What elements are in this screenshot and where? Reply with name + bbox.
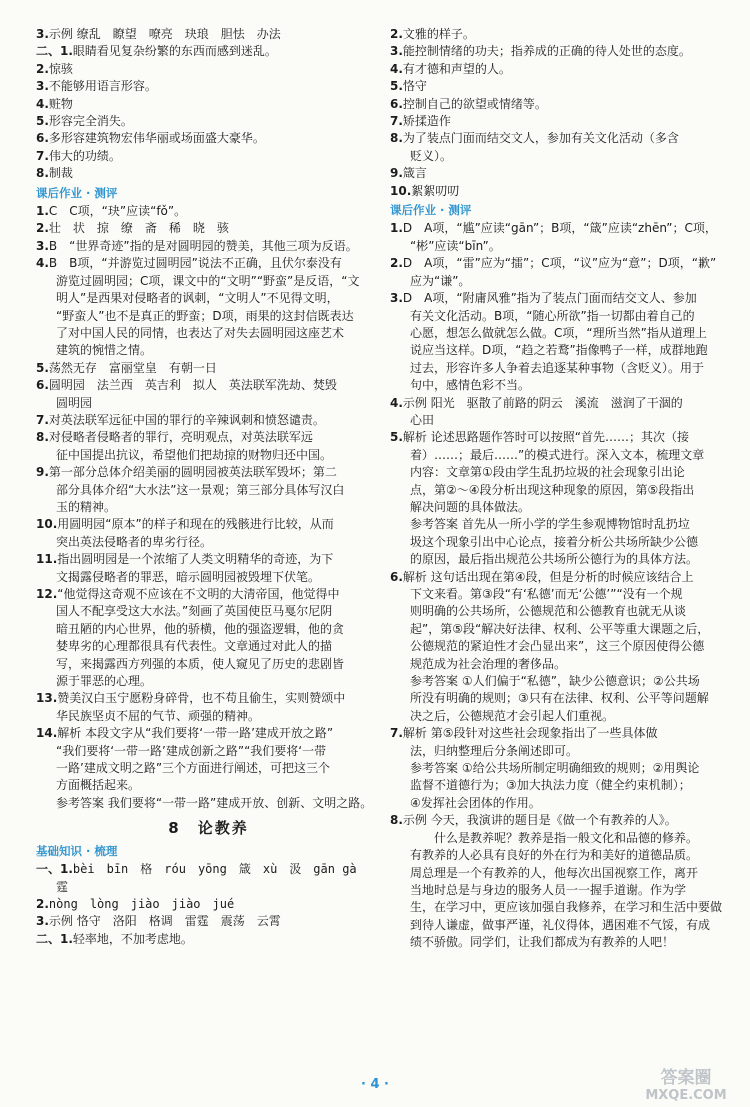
- continuation-line: 到待人谦虚，做事严谨，礼仪得体，遇困难不气馁，有成: [410, 917, 711, 932]
- answer-item: [36, 148, 381, 165]
- continuation-line: 有教养的人必具有良好的外在行为和美好的道德品质。: [410, 848, 699, 863]
- continuation-line: 一路’建成文明之路”三个方面进行阐述，可把这三个: [56, 761, 331, 776]
- item-text: 示例 阳光 驱散了前路的阴云 溪流 滋润了干涸的: [402, 395, 683, 410]
- answer-item: [390, 812, 735, 829]
- item-number: 8.: [390, 813, 403, 828]
- continuation-line: 暗丑陋的内心世界，他的骄横，他的强盗逻辑，他的贪: [56, 621, 345, 636]
- continuation-line: 句中，感情色彩不当。: [410, 378, 531, 393]
- item-number: 5.: [390, 79, 403, 94]
- answer-item: [390, 395, 735, 412]
- item-text: 矫揉造作: [402, 114, 451, 129]
- item-text: 有才德和声望的人。: [402, 61, 511, 76]
- continuation-line: 文揭露侵略者的罪恶，暗示圆明园被毁埋下伏笔。: [56, 569, 321, 584]
- item-text: 示例 缭乱 瞭望 嘹亮 玦琅 胆怯 办法: [48, 27, 281, 41]
- item-number: 3.: [390, 44, 403, 59]
- answer-item: [36, 220, 381, 237]
- item-text: 对侵略者侵略者的罪行，亮明观点，对英法联军远: [48, 430, 313, 445]
- continuation-line: “彬”应读“bīn”。: [410, 238, 501, 253]
- answer-item: [390, 61, 735, 78]
- item-text: 荡然无存 富丽堂皇 有朝一日: [48, 360, 217, 375]
- item-text: D A项，“附庸风雅”指为了装点门面而结交文人、参加: [402, 291, 697, 306]
- answer-item: [36, 130, 381, 147]
- item-text: D A项，“雷”应为“擂”；C项，“议”应为“意”；D项，“歉”: [402, 256, 717, 271]
- answer-item: [36, 43, 381, 60]
- item-text: B “世界奇迹”指的是对圆明园的赞美，其他三项为反语。: [48, 238, 358, 253]
- item-text: 为了装点门面而结交文人，参加有关文化活动（多含: [402, 131, 679, 146]
- continuation-line: 点，第②～④段分析出现这种现象的原因，第⑤段指出: [410, 482, 695, 497]
- continuation-line: 源于罪恶的心理。: [56, 674, 153, 689]
- answer-item: [36, 913, 381, 930]
- item-number: 7.: [390, 726, 403, 741]
- continuation-line: 参考答案 我们要将“一带一路”建成开放、创新、文明之路。: [56, 795, 373, 810]
- item-text: 箴言: [402, 166, 427, 181]
- answer-item: [390, 78, 735, 95]
- continuation-line: 应为“谦”。: [410, 273, 471, 288]
- continuation-line: 什么是教养呢？教养是指一般文化和品德的修养。: [410, 830, 699, 845]
- continuation-line: “我们要将‘一带一路’建成创新之路”“我们要将‘一带: [56, 743, 327, 758]
- item-text: 第一部分总体介绍美丽的圆明园被英法联军毁坏；第二: [48, 465, 337, 480]
- item-number: 7.: [390, 114, 403, 129]
- item-number: 二、1.: [36, 44, 73, 59]
- item-text: 多形容建筑物宏伟华丽或场面盛大豪华。: [48, 131, 265, 146]
- continuation-line: 玉的精神。: [56, 499, 117, 514]
- left-column: [36, 26, 381, 948]
- item-text: 不能够用语言形容。: [48, 79, 157, 94]
- item-number: 1.: [36, 204, 49, 219]
- item-number: 8.: [390, 131, 403, 146]
- item-number: 3.: [36, 79, 49, 94]
- item-text: 示例 恪守 洛阳 格调 雷霆 震荡 云霄: [48, 914, 281, 929]
- answer-item: [390, 183, 735, 200]
- answer-item: [390, 255, 735, 272]
- continuation-line: 婪卑劣的心理都很具有代表性。文章通过对此人的描: [56, 639, 333, 654]
- answer-item: [390, 130, 735, 147]
- section-heading: 课后作业 · 测评: [390, 203, 472, 218]
- continuation-line: 公德规范的紧迫性才会凸显出来”，这三个原因使得公德: [410, 639, 705, 654]
- answer-item: [36, 861, 381, 878]
- item-text: 指出圆明园是一个浓缩了人类文明精华的奇迹，为下: [57, 552, 334, 567]
- item-text: 赃物: [48, 96, 73, 111]
- item-number: 3.: [390, 291, 403, 306]
- answer-item: [390, 96, 735, 113]
- continuation-line: 圆明园: [56, 395, 93, 410]
- continuation-line: 部分具体介绍“大水法”这一景观；第三部分具体写汉白: [56, 482, 345, 497]
- item-text: 形容完全消失。: [48, 114, 133, 129]
- item-number: 6.: [390, 569, 403, 584]
- continuation-line: 霆: [56, 879, 69, 894]
- item-text: B B项，“并游览过圆明园”说法不正确，且伏尔泰没有: [48, 256, 342, 271]
- item-number: 7.: [36, 412, 49, 427]
- item-number: 2.: [36, 61, 49, 76]
- continuation-line: 周总理是一个有教养的人，他每次出国视察工作，离开: [410, 865, 699, 880]
- chapter-title: 8 论教养: [168, 819, 249, 838]
- item-text: D A项，“尴”应读“gān”；B项，“箴”应读“zhēn”；C项，: [402, 221, 717, 236]
- answer-item: [36, 61, 381, 78]
- item-text: 解析 第⑤段针对这些社会现象指出了一些具体做: [402, 726, 658, 741]
- answer-item: [36, 165, 381, 182]
- item-number: 8.: [36, 166, 49, 181]
- answer-item: [36, 931, 381, 948]
- answer-item: [36, 896, 381, 913]
- item-number: 10.: [36, 517, 58, 532]
- item-text: 控制自己的欲望或情绪等。: [402, 96, 547, 111]
- continuation-line: 贬义）。: [410, 148, 453, 163]
- item-text: 赞美汉白玉宁愿粉身碎骨，也不苟且偷生，实则赞颂中: [57, 691, 346, 706]
- answer-item: [390, 165, 735, 182]
- item-text: 壮 状 掠 缭 斋 稀 晓 骇: [48, 221, 229, 236]
- watermark-line2: MXQE.COM: [645, 1088, 727, 1103]
- continuation-line: 有关文化活动。B项，“随心所欲”指一切都由着自己的: [410, 308, 695, 323]
- continuation-line: 征中国提出抗议，希望他们把劫掠的财物归还中国。: [56, 447, 333, 462]
- answer-item: [36, 464, 381, 481]
- answer-item: [36, 725, 381, 742]
- continuation-line: 内容：文章第①段由学生乱扔垃圾的社会现象引出论: [410, 465, 685, 480]
- item-number: 二、1.: [36, 931, 73, 946]
- answer-item: [36, 113, 381, 130]
- item-number: 7.: [36, 148, 49, 163]
- item-number: 8.: [36, 430, 49, 445]
- answer-item: [390, 26, 735, 43]
- continuation-line: 参考答案 ①人们偏于“私德”，缺少公德意识；②公共场: [410, 674, 700, 689]
- answer-item: [36, 412, 381, 429]
- item-number: 4.: [36, 96, 49, 111]
- item-text: 文雅的样子。: [402, 27, 475, 41]
- continuation-line: “野蛮人”也不是真正的野蛮；D项，雨果的这封信既表达: [56, 308, 354, 323]
- answer-item: [390, 113, 735, 130]
- watermark-line1: 答案圈: [660, 1068, 712, 1088]
- item-number: 11.: [36, 552, 58, 567]
- answer-item: [36, 255, 381, 272]
- answer-item: [36, 78, 381, 95]
- continuation-line: 圾这个现象引出中心论点，接着分析公共场所缺少公德: [410, 534, 699, 549]
- answer-item: [36, 516, 381, 533]
- answer-item: [36, 238, 381, 255]
- item-text: 用圆明园“原本”的样子和现在的残骸进行比较，从而: [57, 517, 334, 532]
- right-column: [390, 26, 735, 952]
- item-text: 恪守: [402, 79, 427, 94]
- item-text: bèi bīn 格 róu yōng 箴 xù 汲 gān gà: [72, 862, 357, 877]
- continuation-line: 下文来看。第③段“有‘私德’而无‘公德’”“没有一个规: [410, 587, 683, 601]
- answer-item: [36, 26, 381, 43]
- continuation-line: 当地时总是与身边的服务人员一一握手道谢。作为学: [410, 882, 687, 897]
- answer-item: [36, 377, 381, 394]
- item-number: 13.: [36, 691, 58, 706]
- item-number: 3.: [36, 238, 49, 253]
- watermark-logo: [628, 1069, 744, 1103]
- item-text: 轻率地，不加考虑地。: [72, 931, 193, 946]
- item-number: 4.: [390, 61, 403, 76]
- continuation-line: 过去，形容许多人争着去追逐某种事物（含贬义）。用于: [410, 360, 705, 375]
- item-text: 对英法联军远征中国的罪行的辛辣讽刺和愤怒谴责。: [48, 412, 325, 427]
- continuation-line: 参考答案 ①给公共场所制定明确细致的规则；②用舆论: [410, 761, 700, 776]
- continuation-line: 参考答案 首先从一所小学的学生参观博物馆时乱扔垃: [410, 517, 690, 532]
- answer-item: [390, 725, 735, 742]
- continuation-line: 则明确的公共场所，公德规范和公德教育也就无从谈: [410, 604, 687, 619]
- continuation-line: ④发挥社会团体的作用。: [410, 795, 541, 810]
- answer-item: [36, 360, 381, 377]
- item-number: 4.: [390, 395, 403, 410]
- answer-item: [390, 290, 735, 307]
- answer-item: [36, 586, 381, 603]
- continuation-line: 国人不配享受这大水法。”刻画了英国使臣马戛尔尼阴: [56, 604, 333, 619]
- continuation-line: 说应当这样。D项，“趋之若鹜”指像鸭子一样，成群地跑: [410, 343, 708, 358]
- item-text: 解析 这句话出现在第④段，但是分析的时候应该结合上: [402, 569, 694, 584]
- answer-item: [36, 203, 381, 220]
- continuation-line: 明人”是西果对侵略者的讽刺，“文明人”不见得文明，: [56, 291, 339, 306]
- answer-item: [390, 43, 735, 60]
- continuation-line: 华民族坚贞不屈的气节、顽强的精神。: [56, 708, 261, 723]
- continuation-line: 决之后，公德规范才会引起人们重视。: [410, 708, 615, 723]
- continuation-line: 突出英法侵略者的卑劣行径。: [56, 534, 213, 549]
- item-number: 3.: [36, 27, 49, 41]
- item-text: 示例 今天，我演讲的题目是《做一个有教养的人》。: [402, 813, 677, 828]
- item-text: 圆明园 法兰西 英吉利 拟人 英法联军洗劫、焚毁: [48, 378, 337, 393]
- item-number: 4.: [36, 256, 49, 271]
- continuation-line: 游览过圆明园；C项，课文中的“文明”“野蛮”是反语，“文: [56, 273, 360, 288]
- answer-item: [390, 569, 735, 586]
- section-heading: 课后作业 · 测评: [36, 185, 118, 200]
- continuation-line: 所没有明确的规则；③只有在法律、权利、公平等问题解: [410, 691, 709, 706]
- item-number: 3.: [36, 914, 49, 929]
- item-text: 制裁: [48, 166, 73, 181]
- continuation-line: 方面概括起来。: [56, 778, 141, 793]
- item-number: 6.: [36, 378, 49, 393]
- continuation-line: 解决问题的具体做法。: [410, 499, 531, 514]
- continuation-line: 监督不道德行为；③加大执法力度（健全约束机制）；: [410, 778, 691, 793]
- item-number: 5.: [36, 360, 49, 375]
- continuation-line: 了对中国人民的同情，也表达了对失去圆明园这座艺术: [56, 325, 345, 340]
- answer-item: [36, 429, 381, 446]
- continuation-line: 起”，第⑤段“解决好法律、权利、公平等重大课题之后，: [410, 621, 710, 636]
- item-number: 6.: [390, 96, 403, 111]
- item-number: 14.: [36, 726, 58, 741]
- item-text: 伟大的功绩。: [48, 148, 121, 163]
- continuation-line: 着）……；最后……”的模式进行。深入文本，梳理文章: [410, 447, 705, 462]
- item-number: 2.: [390, 256, 403, 271]
- continuation-line: 规范成为社会治理的奢侈品。: [410, 656, 567, 671]
- answer-item: [36, 551, 381, 568]
- item-number: 9.: [390, 166, 403, 181]
- continuation-line: 心田: [410, 412, 435, 427]
- continuation-line: 建筑的惋惜之情。: [56, 343, 153, 358]
- item-number: 2.: [36, 896, 49, 911]
- item-number: 5.: [390, 430, 403, 445]
- item-text: 能控制情绪的功夫；指养成的正确的待人处世的态度。: [402, 44, 691, 59]
- section-heading: 基础知识 · 梳理: [36, 843, 118, 858]
- item-number: 2.: [390, 27, 403, 41]
- answer-item: [390, 429, 735, 446]
- continuation-line: 心愿，想怎么做就怎么做。C项，“理所当然”指从道理上: [410, 325, 707, 340]
- item-number: 2.: [36, 221, 49, 236]
- page-number: · 4 ·: [361, 1077, 389, 1092]
- continuation-line: 的原因，最后指出规范公共场所公德行为的具体方法。: [410, 552, 699, 567]
- item-number: 5.: [36, 114, 49, 129]
- item-number: 12.: [36, 587, 58, 601]
- item-text: 惊骇: [48, 61, 73, 76]
- answer-item: [390, 220, 735, 237]
- continuation-line: 法，归纳整理后分条阐述即可。: [410, 743, 579, 758]
- item-number: 9.: [36, 465, 49, 480]
- answer-item: [36, 690, 381, 707]
- item-number: 10.: [390, 183, 412, 198]
- item-text: C C项，“玦”应读“fǒ”。: [48, 204, 187, 219]
- item-text: 眼睛看见复杂纷繁的东西而感到迷乱。: [72, 44, 277, 59]
- item-text: nòng lòng jiào jiào jué: [48, 896, 235, 911]
- item-number: 1.: [390, 221, 403, 236]
- item-text: “他觉得这奇观不应该在不文明的大清帝国，他觉得中: [57, 587, 340, 601]
- continuation-line: 绩不骄傲。同学们，让我们都成为有教养的人吧！: [410, 935, 675, 950]
- item-number: 6.: [36, 131, 49, 146]
- answer-item: [36, 96, 381, 113]
- item-text: 解析 论述思路题作答时可以按照“首先……；其次（接: [402, 430, 689, 445]
- item-number: 一、1.: [36, 862, 73, 877]
- continuation-line: 生，在学习中，更应该加强自我修养，在学习和生活中要做: [410, 900, 723, 915]
- item-text: 絮絮叨叨: [411, 183, 460, 198]
- continuation-line: 写，来揭露西方列强的本质，使人窥见了历史的悲剧皆: [56, 656, 345, 671]
- item-text: 解析 本段文字从“我们要将‘一带一路’建成开放之路”: [57, 726, 334, 741]
